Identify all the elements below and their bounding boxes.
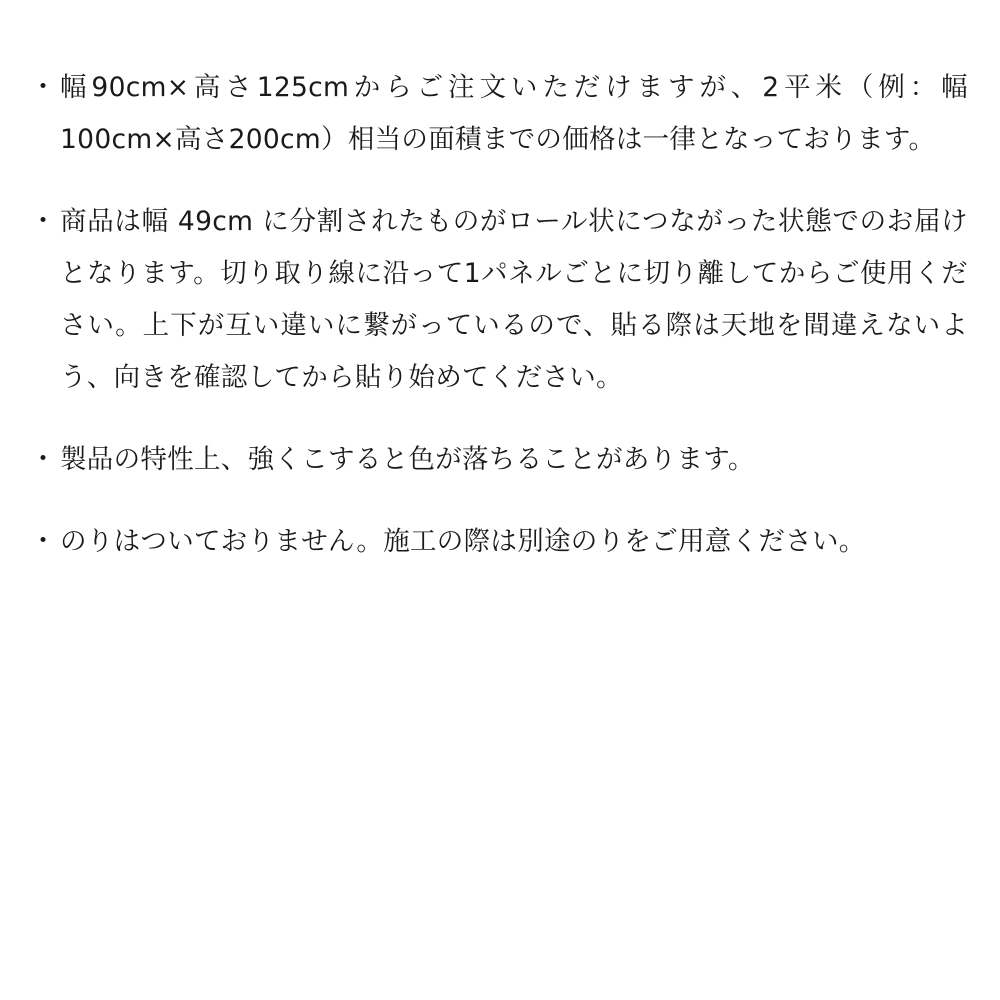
bullet-icon: ・ — [29, 444, 57, 475]
bullet-icon: ・ — [29, 72, 57, 103]
note-text-order-size: 幅90cm×高さ125cmからご注文いただけますが、2平米（例：幅100cm×高さ200cm）相当の面積までの価格は一律となっております。 — [60, 72, 968, 155]
list-item — [26, 434, 974, 486]
note-text-color-rub: 製品の特性上、強くこすると色が落ちることがあります。 — [60, 444, 755, 475]
bullet-icon: ・ — [29, 206, 57, 237]
bullet-icon: ・ — [29, 526, 57, 557]
list-item — [26, 196, 974, 404]
note-text-glue: のりはついておりません。施工の際は別途のりをご用意ください。 — [60, 526, 866, 557]
list-item — [26, 62, 974, 166]
list-item — [26, 516, 974, 568]
note-text-roll-delivery: 商品は幅 49cm に分割されたものがロール状につながった状態でのお届けとなります。切り取り線に沿って1パネルごとに切り離してからご使用ください。上下が互い違いに繋がっているので、貼る際は天地を間違えないよう、向きを確認してから貼り始めてください。 — [60, 206, 968, 393]
product-notes-list — [26, 62, 974, 568]
